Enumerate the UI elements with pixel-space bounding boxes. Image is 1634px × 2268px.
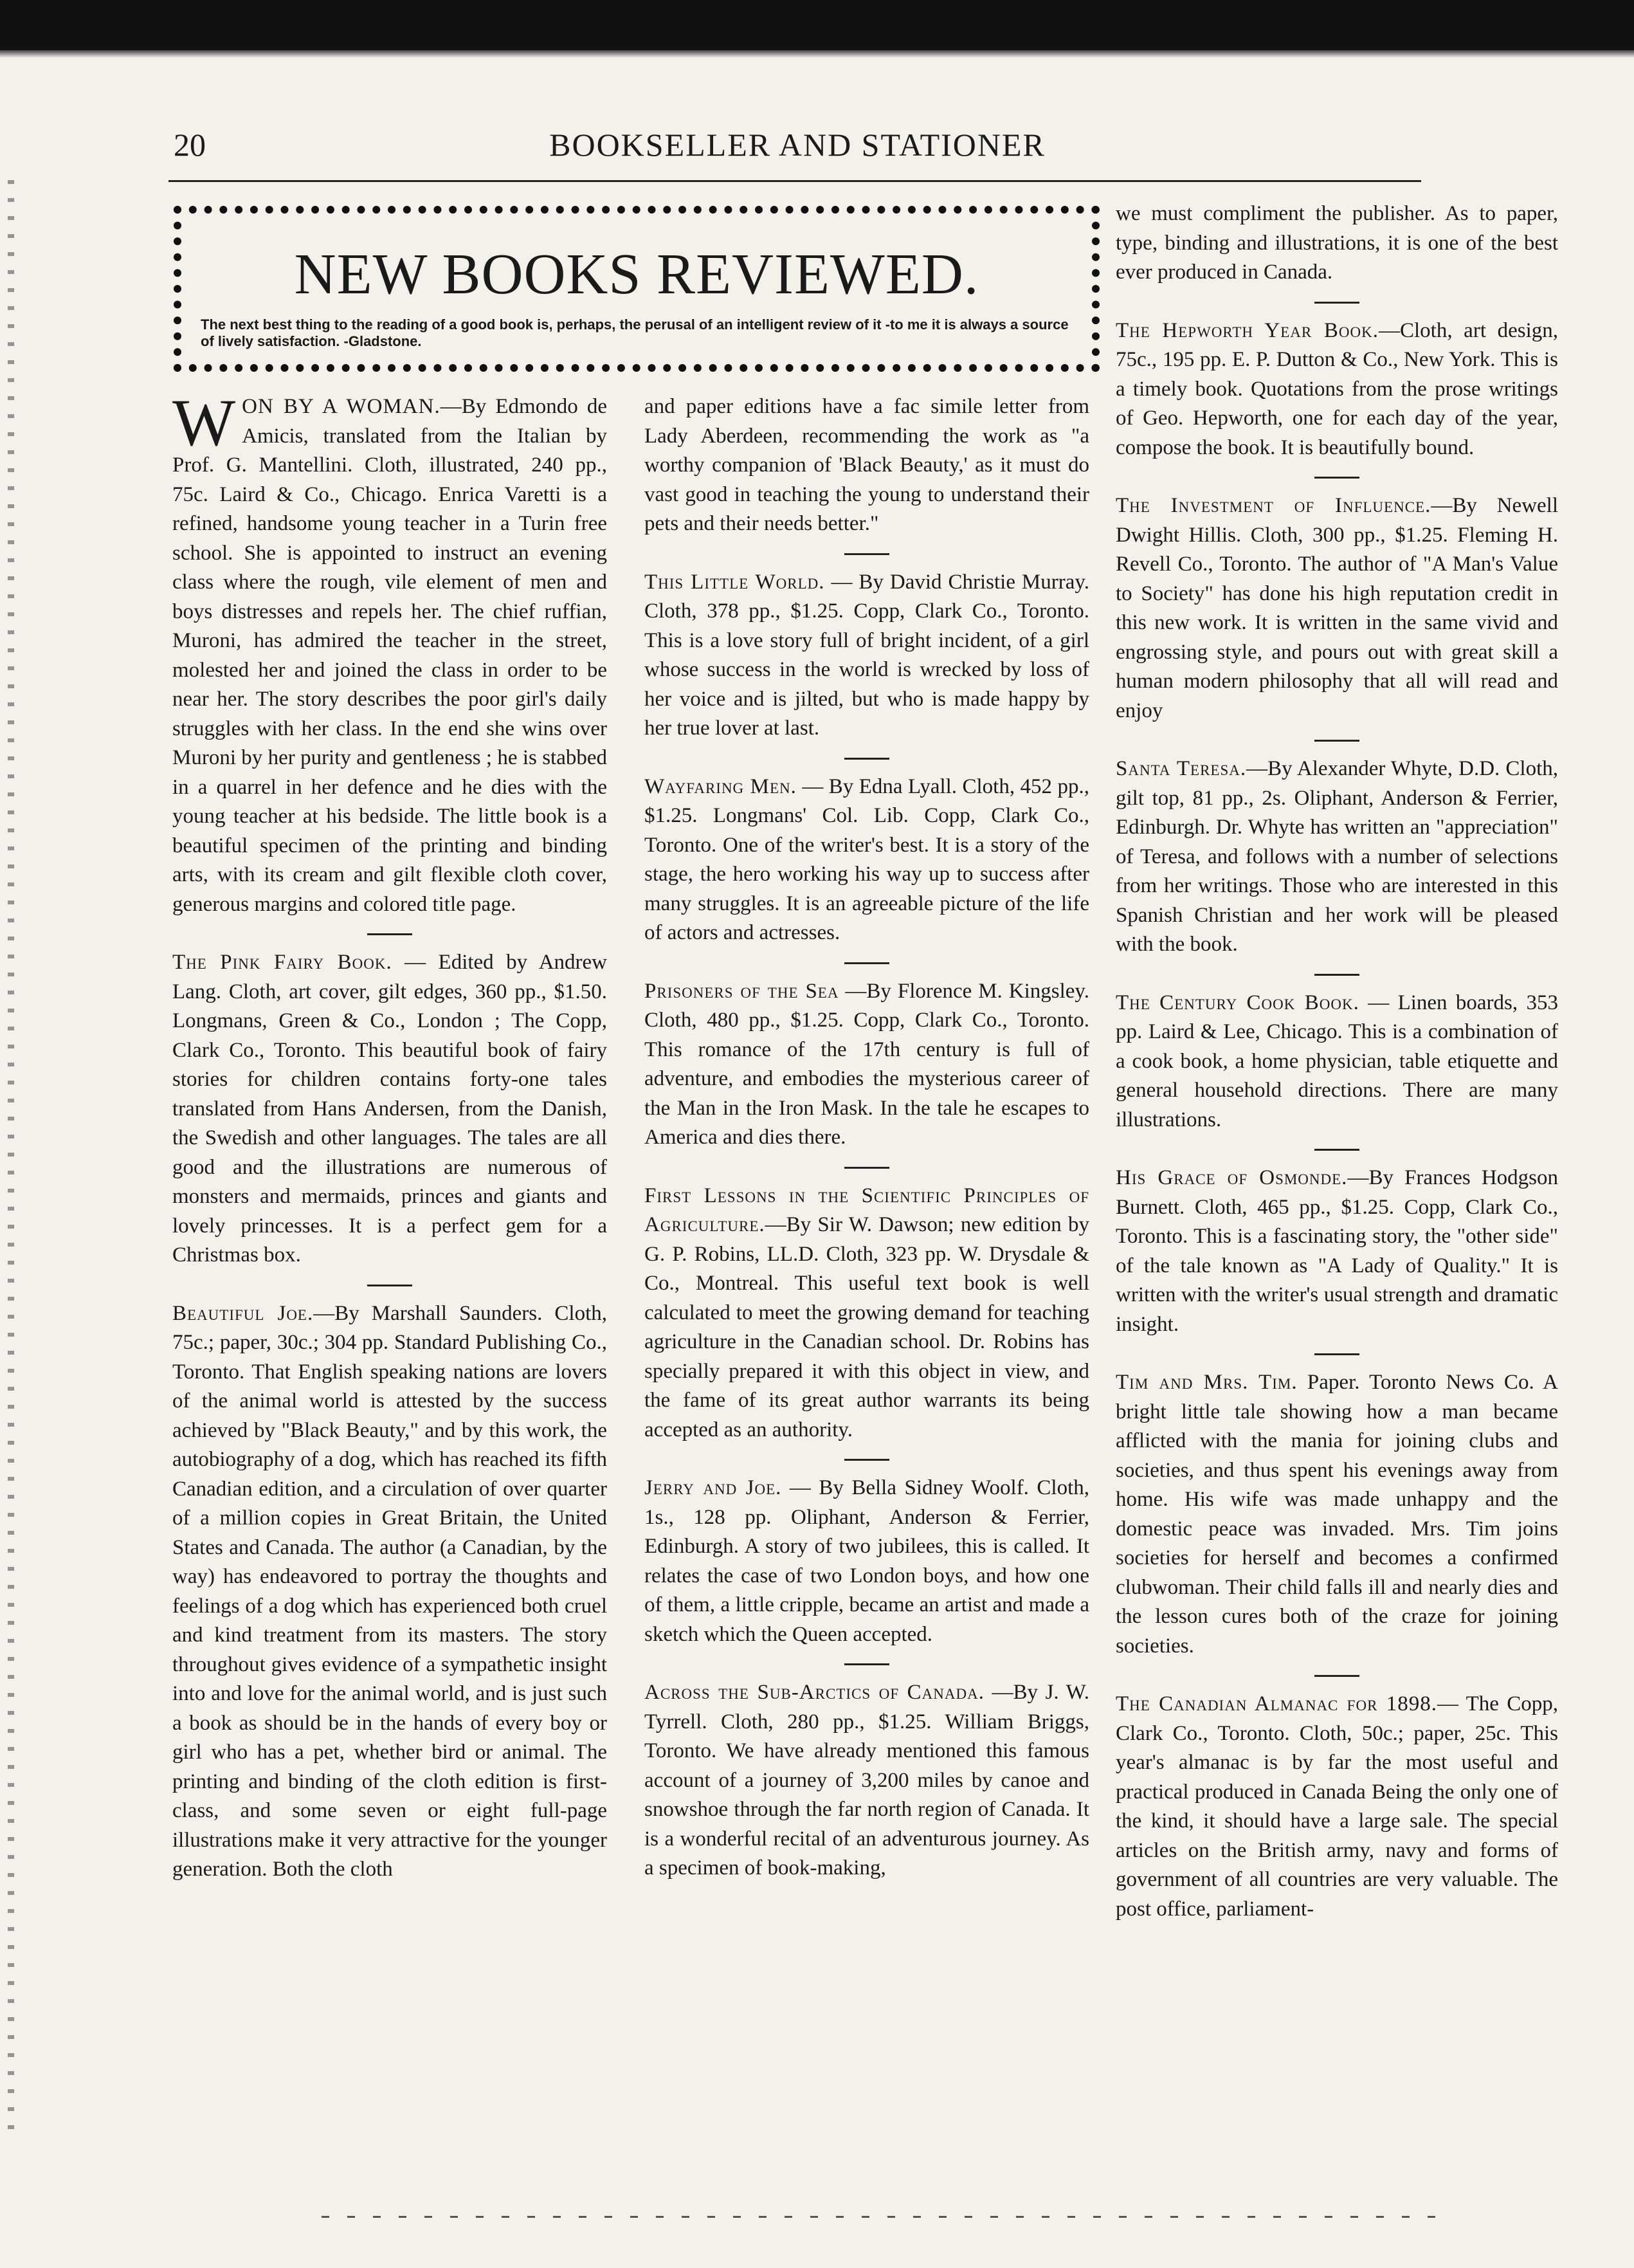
review-title: Tim and Mrs. Tim. xyxy=(1116,1371,1298,1394)
review-body: —By Frances Hodgson Burnett. Cloth, 465 pp., $1.25. Copp, Clark Co., Toronto. This is a fascinating story, the "other side" of the tale known as "A Lady of Quality." It is written with the writer's usual strength and dramatic insight. xyxy=(1116,1166,1558,1336)
review-body: — The Copp, Clark Co., Toronto. Cloth, 50c.; paper, 25c. This year's almanac is by far the most useful and practical produced in Canada Being the only one of the kind, it should have a large sale. The special articles on the British army, navy and forms of government of all countries are very valuable. The post office, parliament- xyxy=(1116,1692,1558,1921)
review-body: —By Sir W. Dawson; new edition by G. P. Robins, LL.D. Cloth, 323 pp. W. Drysdale & Co., Montreal. This useful text book is well calculated to meet the growing demand for teaching agriculture in the Canadian school. Dr. Robins has specially prepared it with this object in view, and the fame of its great author warrants its being accepted as an authority. xyxy=(644,1213,1089,1441)
review-entry xyxy=(644,1663,1089,1883)
review-entry xyxy=(1116,740,1558,960)
review-entry xyxy=(644,1459,1089,1649)
review-body: —By Marshall Saunders. Cloth, 75c.; paper, 30c.; 304 pp. Standard Publishing Co., Toronto. That English speaking nations are lovers of the animal world is attested by the success achieved by "Black Beauty," and by this work, the autobiography of a dog, which has reached its fifth Canadian edition, and a circulation of over quarter of a million copies in Great Britain, the United States and Canada. The author (a Canadian, by the way) has endeavored to portray the thoughts and feelings of a dog which has experienced both cruel and kind treatment from its masters. The story throughout gives evidence of a sympathetic insight into and love for the animal world, and is just such a book as should be in the hands of every boy or girl who has a pet, whether bird or animal. The printing and binding of the cloth edition is first-class, and some seven or eight full-page illustrations make it very attractive for the younger generation. Both the cloth xyxy=(172,1301,607,1881)
review-title: The Century Cook Book. xyxy=(1116,991,1359,1014)
review-title: First Lessons in the Scientific Principles of Agriculture. xyxy=(644,1184,1089,1236)
review-body: — Linen boards, 353 pp. Laird & Lee, Chicago. This is a combination of a cook book, a home physician, table etiquette and general household directions. There are many illustrations. xyxy=(1116,991,1558,1131)
review-title: The Investment of Influence. xyxy=(1116,494,1431,517)
review-title: The Canadian Almanac for 1898. xyxy=(1116,1692,1437,1715)
review-continuation xyxy=(644,392,1089,539)
review-entry xyxy=(1116,1353,1558,1661)
section-banner xyxy=(174,206,1100,372)
page-number: 20 xyxy=(174,127,206,163)
review-body: — By David Christie Murray. Cloth, 378 pp., $1.25. Copp, Clark Co., Toronto. This is a love story full of bright incident, of a girl whose success in the world is wrecked by loss of her voice and is jilted, but who is made happy by her true lover at last. xyxy=(644,570,1089,740)
column-2 xyxy=(644,392,1089,1883)
review-body: Paper. Toronto News Co. A bright little tale showing how a man became afflicted with the mania for joining clubs and societies, and thus spent his evenings away from home. His wife was made unhappy and the domestic peace was invaded. Mrs. Tim joins societies for herself and becomes a confirmed clubwoman. Their child falls ill and nearly dies and the lesson cures both of the craze for joining societies. xyxy=(1116,1371,1558,1658)
review-body: and paper editions have a fac simile letter from Lady Aberdeen, recommending the work as "a worthy companion of 'Black Beauty,' as it must do vast good in teaching the young to understand their pets and their needs better." xyxy=(644,395,1089,535)
review-title: Beautiful Joe. xyxy=(172,1301,314,1325)
review-title: Wayfaring Men. xyxy=(644,774,797,798)
column-3 xyxy=(1116,199,1558,1924)
review-body: — Edited by Andrew Lang. Cloth, art cover, gilt edges, 360 pp., $1.50. Longmans, Green & Co., London ; The Copp, Clark Co., Toronto. This beautiful book of fairy stories for children contains forty-one tales translated from Hans Andersen, from the Danish, the Swedish and other languages. The tales are all good and the illustrations are numerous of monsters and mermaids, princes and giants and lovely princesses. It is a perfect gem for a Christmas box. xyxy=(172,951,607,1267)
review-entry xyxy=(1116,1149,1558,1339)
review-body: we must compliment the publisher. As to paper, type, binding and illustrations, it is one of the best ever produced in Canada. xyxy=(1116,202,1558,284)
review-body: —By J. W. Tyrrell. Cloth, 280 pp., $1.25. William Briggs, Toronto. We have already mentioned this famous account of a journey of 3,200 miles by canoe and snowshoe through the far north region of Canada. It is a wonderful recital of an adventurous journey. As a specimen of book-making, xyxy=(644,1681,1090,1879)
epigraph-quote: The next best thing to the reading of a good book is, perhaps, the perusal of an intelligent review of it -to me it is always a source of lively satisfaction. -Gladstone. xyxy=(201,316,1069,349)
review-title: His Grace of Osmonde. xyxy=(1116,1166,1348,1189)
review-title: The Pink Fairy Book. xyxy=(172,951,392,974)
review-body: —By Florence M. Kingsley. Cloth, 480 pp., $1.25. Copp, Clark Co., Toronto. This romance of the 17th century is full of adventure, and embodies the mysterious career of the Man in the Iron Mask. In the tale he escapes to America and dies there. xyxy=(644,979,1090,1149)
section-title: NEW BOOKS REVIEWED. xyxy=(294,242,979,306)
review-title: The Hepworth Year Book. xyxy=(1116,318,1379,342)
review-entry xyxy=(172,386,608,919)
review-entry xyxy=(172,1285,607,1885)
review-title: ON BY A WOMAN. xyxy=(242,395,440,418)
review-continuation xyxy=(1116,199,1558,288)
review-entry xyxy=(172,933,607,1270)
review-entry xyxy=(1116,477,1558,726)
scan-left-edge-specks xyxy=(8,180,14,2142)
column-1 xyxy=(172,386,608,1885)
review-body: —By Newell Dwight Hillis. Cloth, 300 pp., $1.25. Fleming H. Revell Co., Toronto. The author of "A Man's Value to Society" has done his high reputation credit in this new work. It is written in the same vivid and engrossing style, and pours out with great skill a human modern philosophy that all will read and enjoy xyxy=(1116,494,1559,722)
running-title: BOOKSELLER AND STATIONER xyxy=(549,127,1046,163)
review-entry xyxy=(644,758,1089,948)
scan-top-border xyxy=(0,0,1634,50)
scan-bottom-specks xyxy=(322,2216,1447,2218)
header-rule xyxy=(168,180,1421,182)
review-title: This Little World. xyxy=(644,570,825,594)
review-body: —By Alexander Whyte, D.D. Cloth, gilt top, 81 pp., 2s. Oliphant, Anderson & Ferrier, Edinburgh. Dr. Whyte has written an "appreciation" of Teresa, and follows with a number of selections from her writings. Those who are interested in this Spanish Christian and her work will be pleased with the book. xyxy=(1116,757,1559,956)
review-body: — By Bella Sidney Woolf. Cloth, 1s., 128 pp. Oliphant, Anderson & Ferrier, Edinburgh. A story of two jubilees, this is called. It relates the case of two London boys, and how one of them, a little cripple, became an artist and made a sketch which the Queen accepted. xyxy=(644,1476,1089,1646)
review-entry xyxy=(1116,974,1558,1135)
review-title: Jerry and Joe. xyxy=(644,1476,782,1499)
review-body: —By Edmondo de Amicis, translated from the Italian by Prof. G. Mantellini. Cloth, illustrated, 240 pp., 75c. Laird & Co., Chicago. Enrica Varetti is a refined, handsome young teacher in a Turin free school. She is appointed to instruct an evening class where the rough, vile element of men and boys distresses and repels her. The chief ruffian, Muroni, has admired the teacher in the street, molested her and joined the class in order to be near her. The story describes the poor girl's daily struggles with her class. In the end she wins over Muroni by her purity and gentleness ; he is stabbed in a quarrel in her defence and he dies with the young teacher at his bedside. The little book is a beautiful specimen of the printing and binding arts, with its cream and gilt flexible cloth cover, generous margins and colored title page. xyxy=(172,395,608,916)
review-entry xyxy=(644,1167,1089,1445)
page-header xyxy=(161,125,1434,170)
review-title: Across the Sub-Arctics of Canada. xyxy=(644,1681,985,1704)
review-entry xyxy=(1116,302,1558,463)
review-title: Santa Teresa. xyxy=(1116,757,1247,780)
review-title: Prisoners of the Sea xyxy=(644,979,839,1003)
review-entry xyxy=(1116,1675,1558,1924)
drop-cap: W xyxy=(172,386,236,460)
review-body: — By Edna Lyall. Cloth, 452 pp., $1.25. Longmans' Col. Lib. Copp, Clark Co., Toronto. One of the writer's best. It is a story of the stage, the hero working his way up to success after many struggles. It is an agreeable picture of the life of actors and actresses. xyxy=(644,774,1090,944)
review-body: —Cloth, art design, 75c., 195 pp. E. P. Dutton & Co., New York. This is a timely book. Quotations from the prose writings of Geo. Hepworth, one for each day of the year, compose the book. It is beautifully bound. xyxy=(1116,318,1559,459)
review-entry xyxy=(644,553,1089,744)
review-entry xyxy=(644,962,1089,1153)
